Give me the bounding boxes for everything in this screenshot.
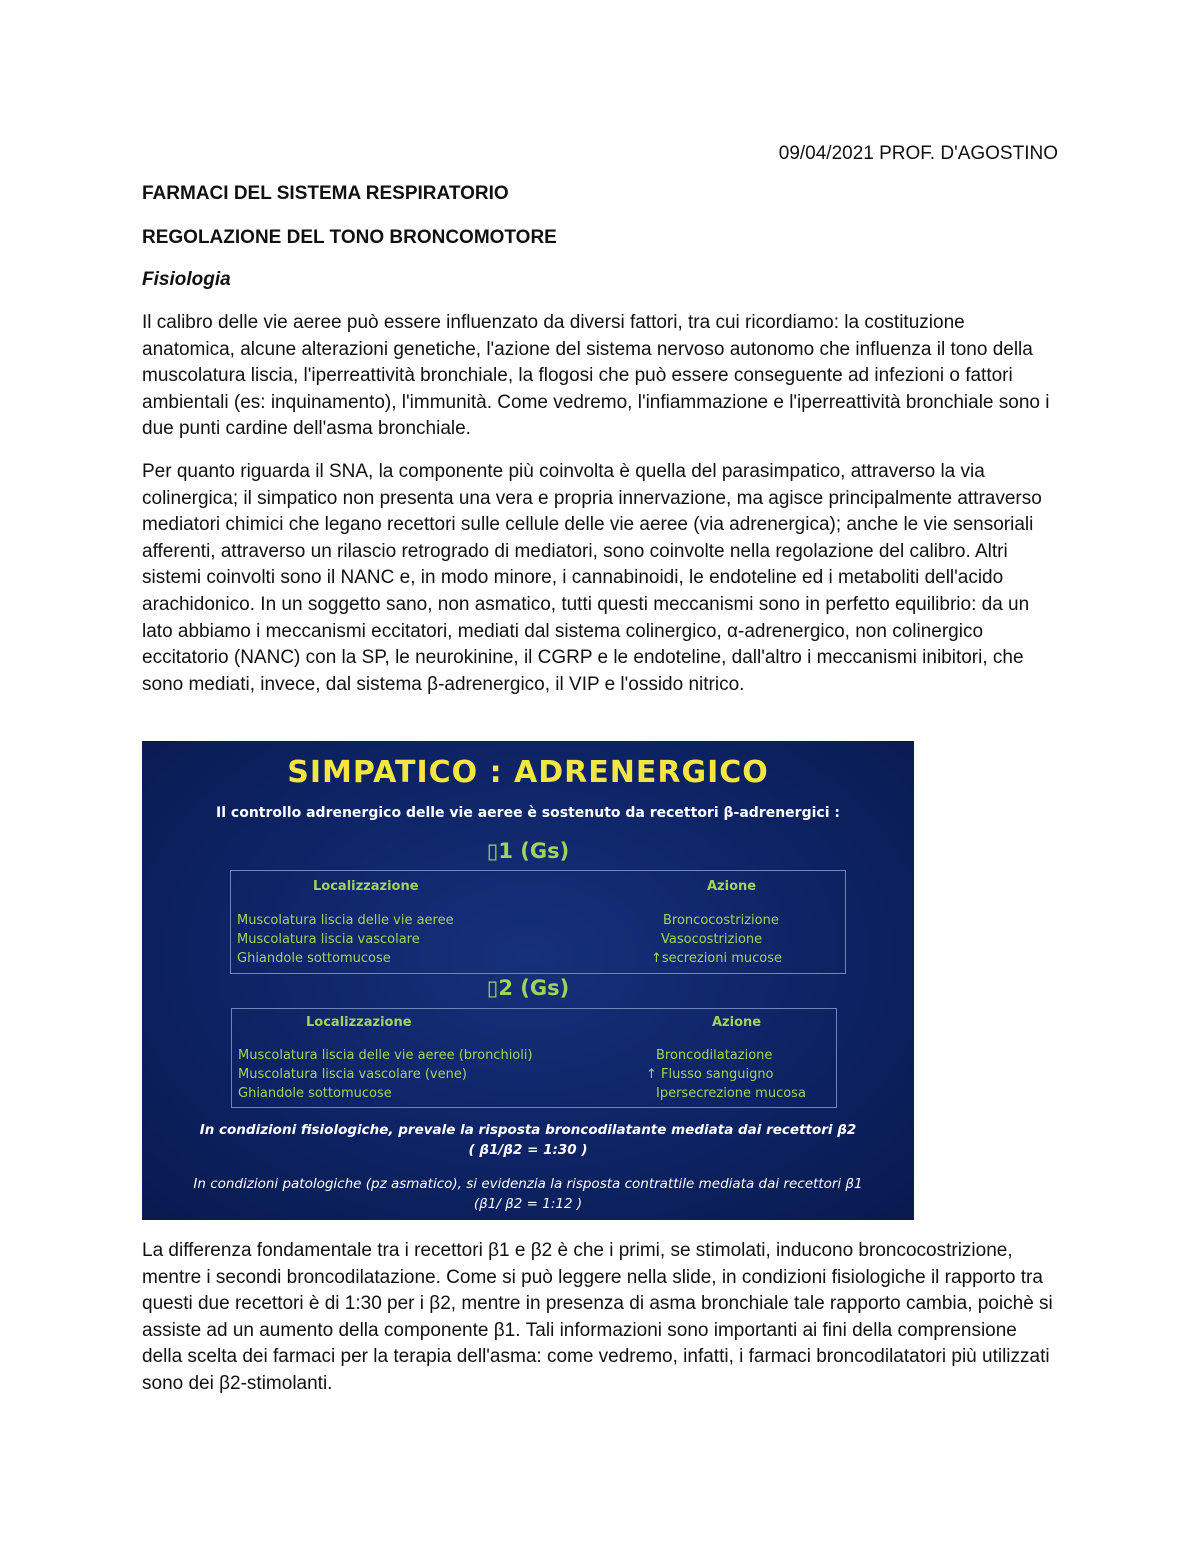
slide-subtitle: Il controllo adrenergico delle vie aeree è sostenuto da recettori β-adrenergici : <box>216 805 840 821</box>
receptor-1-table <box>230 870 846 974</box>
document-title: FARMACI DEL SISTEMA RESPIRATORIO <box>142 183 509 204</box>
physiological-ratio: ( β1/β2 = 1:30 ) <box>468 1142 588 1158</box>
receptor-2-action-2: ↑ Flusso sanguigno <box>646 1067 774 1082</box>
receptor-2-heading: ▯2 (Gs) <box>486 976 570 1000</box>
slide-title: SIMPATICO : ADRENERGICO <box>287 755 769 790</box>
receptor-1-loc-1: Muscolatura liscia delle vie aeree <box>237 913 454 928</box>
slide-image <box>142 741 914 1220</box>
paragraph-1: Il calibro delle vie aeree può essere influenzato da diversi fattori, tra cui ricordiamo: la costituzione anatomica, alcune alterazioni genetiche, l'azione del sistema nervoso autonomo che influenza il tono della muscolatura liscia, l'iperreattività bronchiale, la flogosi che può essere conseguente ad infezioni o fattori ambientali (es: inquinamento), l'immunità. Come vedremo, l'infiammazione e l'iperreattività bronchiale sono i due punti cardine dell'asma bronchiale. <box>142 312 1050 440</box>
receptor-2-loc-1: Muscolatura liscia delle vie aeree (bronchioli) <box>238 1048 533 1063</box>
receptor-2-col-azione: Azione <box>712 1015 762 1030</box>
receptor-1-loc-3: Ghiandole sottomucose <box>237 951 391 966</box>
receptor-1-col-localizzazione: Localizzazione <box>313 879 419 894</box>
physiological-condition <box>142 1120 914 1160</box>
receptor-2-loc-3: Ghiandole sottomucose <box>238 1086 392 1101</box>
paragraph-2: Per quanto riguarda il SNA, la componente più coinvolta è quella del parasimpatico, attraverso la via colinergica; il simpatico non presenta una vera e propria innervazione, ma agisce principalmente attraverso mediatori chimici che legano recettori sulle cellule delle vie aeree (via adrenergica); anche le vie sensoriali afferenti, attraverso un rilascio retrogrado di mediatori, sono coinvolte nella regolazione del calibro. Altri sistemi coinvolti sono il NANC e, in modo minore, i cannabinoidi, le endoteline ed i metaboliti dell'acido arachidonico. In un soggetto sano, non asmatico, tutti questi meccanismi sono in perfetto equilibrio: da un lato abbiamo i meccanismi eccitatori, mediati dal sistema colinergico, α-adrenergico, non colinergico eccitatorio (NANC) con la SP, le neurokinine, il CGRP e le endoteline, dall'altro i meccanismi inibitori, che sono mediati, invece, dal sistema β-adrenergico, il VIP e l'ossido nitrico. <box>142 461 1042 695</box>
physiological-condition-text: In condizioni fisiologiche, prevale la risposta broncodilatante mediata dai recettori β2 <box>199 1122 857 1138</box>
receptor-1-action-2: Vasocostrizione <box>661 932 763 947</box>
receptor-1-action-3: ↑secrezioni mucose <box>651 951 783 966</box>
receptor-2-action-1: Broncodilatazione <box>656 1048 773 1063</box>
receptor-2-loc-2: Muscolatura liscia vascolare (vene) <box>238 1067 467 1082</box>
pathological-condition-text: In condizioni patologiche (pz asmatico), si evidenzia la risposta contrattile mediata dai recettori β1 <box>193 1176 863 1192</box>
receptor-2-table <box>231 1008 837 1108</box>
section-heading: REGOLAZIONE DEL TONO BRONCOMOTORE <box>142 227 557 248</box>
pathological-ratio: (β1/ β2 = 1:12 ) <box>473 1196 583 1212</box>
receptor-2-col-localizzazione: Localizzazione <box>306 1015 412 1030</box>
subsection-heading: Fisiologia <box>142 269 231 290</box>
receptor-1-loc-2: Muscolatura liscia vascolare <box>237 932 420 947</box>
date-author: 09/04/2021 PROF. D'AGOSTINO <box>778 143 1058 164</box>
pathological-condition <box>142 1174 914 1214</box>
paragraph-3: La differenza fondamentale tra i recettori β1 e β2 è che i primi, se stimolati, inducono broncocostrizione, mentre i secondi broncodilatazione. Come si può leggere nella slide, in condizioni fisiologiche il rapporto tra questi due recettori è di 1:30 per i β2, mentre in presenza di asma bronchiale tale rapporto cambia, poichè si assiste ad un aumento della componente β1. Tali informazioni sono importanti ai fini della comprensione della scelta dei farmaci per la terapia dell'asma: come vedremo, infatti, i farmaci broncodilatatori più utilizzati sono dei β2-stimolanti. <box>142 1240 1053 1394</box>
receptor-1-action-1: Broncocostrizione <box>663 913 779 928</box>
receptor-2-action-3: Ipersecrezione mucosa <box>656 1086 806 1101</box>
receptor-1-heading: ▯1 (Gs) <box>486 839 570 863</box>
receptor-1-col-azione: Azione <box>707 879 757 894</box>
